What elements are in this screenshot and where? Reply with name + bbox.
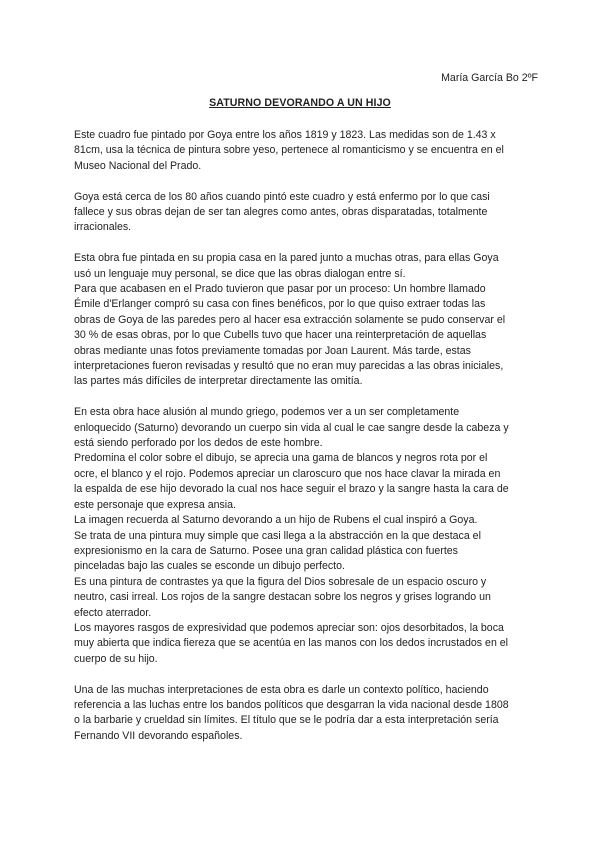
paragraph bbox=[74, 128, 530, 174]
text-block bbox=[74, 128, 530, 174]
text-block bbox=[74, 405, 530, 667]
text-line: usó un lenguaje muy personal, se dice que las obras dialogan entre sí. bbox=[74, 267, 406, 280]
text-line: Esta obra fue pintada en su propia casa en la pared junto a muchas otras, para ellas Goya bbox=[74, 252, 499, 265]
paragraph bbox=[74, 190, 530, 236]
paragraph bbox=[74, 282, 530, 390]
text-line: interpretaciones fueron revisadas y resultó que no eran muy parecidas a las obras iniciales, bbox=[74, 360, 504, 373]
text-line: irracionales. bbox=[74, 221, 132, 234]
text-line: Museo Nacional del Prado. bbox=[74, 159, 202, 172]
text-line: Es una pintura de contrastes ya que la figura del Dios sobresale de un espacio oscuro y bbox=[74, 575, 487, 588]
text-line: o la barbarie y crueldad sin límites. El título que se le podría dar a esta interpretación sería bbox=[74, 714, 499, 727]
paragraph bbox=[74, 529, 530, 575]
text-line: expresionismo en la cara de Saturno. Posee una gran calidad plástica con fuertes bbox=[74, 544, 458, 557]
text-line: enloquecido (Saturno) devorando un cuerpo sin vida al cual le cae sangre desde la cabeza y bbox=[74, 421, 509, 434]
paragraph bbox=[74, 575, 530, 621]
paragraph bbox=[74, 451, 530, 513]
text-line: pinceladas bajo las cuales se esconde un dibujo perfecto. bbox=[74, 560, 345, 573]
text-line: las partes más difíciles de interpretar directamente las omitía. bbox=[74, 375, 363, 388]
text-line: Predomina el color sobre el dibujo, se aprecia una gama de blancos y negros rota por el bbox=[74, 452, 488, 465]
text-line: Para que acabasen en el Prado tuvieron que pasar por un proceso: Un hombre llamado bbox=[74, 283, 486, 296]
text-line: Una de las muchas interpretaciones de esta obra es darle un contexto político, haciendo bbox=[74, 683, 489, 696]
text-line: neutro, casi irreal. Los rojos de la sangre destacan sobre los negros y grises logrando un bbox=[74, 591, 491, 604]
paragraph bbox=[74, 405, 530, 451]
text-line: muy abierta que indica fiereza que se acentúa en las manos con los dedos incrustados en el bbox=[74, 637, 509, 650]
author-line: María García Bo 2ºF bbox=[441, 72, 538, 84]
text-line: fallece y sus obras dejan de ser tan alegres como antes, obras disparatadas, totalmente bbox=[74, 206, 488, 219]
text-line: La imagen recuerda al Saturno devorando a un hijo de Rubens el cual inspiró a Goya. bbox=[74, 514, 478, 527]
text-line: está siendo perforado por los dedos de este hombre. bbox=[74, 437, 323, 450]
text-line: la espalda de ese hijo devorado la cual nos hace seguir el brazo y la sangre hasta la cara de bbox=[74, 483, 509, 496]
text-line: 81cm, usa la técnica de pintura sobre yeso, pertenece al romanticismo y se encuentra en el bbox=[74, 144, 504, 157]
text-line: cuerpo de su hijo. bbox=[74, 652, 158, 665]
paragraph bbox=[74, 621, 530, 667]
text-line: efecto aterrador. bbox=[74, 606, 152, 619]
text-line: En esta obra hace alusión al mundo griego, podemos ver a un ser completamente bbox=[74, 406, 460, 419]
document-body bbox=[74, 128, 530, 760]
paragraph bbox=[74, 513, 530, 528]
paragraph bbox=[74, 251, 530, 282]
text-block bbox=[74, 251, 530, 390]
text-line: Los mayores rasgos de expresividad que podemos apreciar son: ojos desorbitados, la boca bbox=[74, 621, 504, 634]
text-line: referencia a las luchas entre los bandos políticos que desgarran la vida nacional desde 1808 bbox=[74, 698, 509, 711]
text-line: obras mediante unas fotos previamente tomadas por Joan Laurent. Más tarde, estas bbox=[74, 344, 471, 357]
text-line: Se trata de una pintura muy simple que casi llega a la abstracción en la que destaca el bbox=[74, 529, 481, 542]
text-block bbox=[74, 683, 530, 745]
paragraph bbox=[74, 683, 530, 745]
text-line: Fernando VII devorando españoles. bbox=[74, 729, 243, 742]
document-title: SATURNO DEVORANDO A UN HIJO bbox=[209, 97, 391, 109]
text-line: Este cuadro fue pintado por Goya entre los años 1819 y 1823. Las medidas son de 1.43 x bbox=[74, 129, 496, 141]
text-line: Émile d'Erlanger compró su casa con fines benéficos, por lo que quiso extraer todas las bbox=[74, 298, 486, 311]
text-line: Goya está cerca de los 80 años cuando pintó este cuadro y está enfermo por lo que casi bbox=[74, 190, 490, 203]
text-line: 30 % de esas obras, por lo que Cubells tuvo que hacer una reinterpretación de aquellas bbox=[74, 329, 487, 342]
text-line: ocre, el blanco y el rojo. Podemos apreciar un claroscuro que nos hace clavar la mirada en bbox=[74, 467, 501, 480]
text-line: este personaje que expresa ansia. bbox=[74, 498, 236, 511]
text-line: obras de Goya de las paredes pero al hacer esa extracción solamente se pudo conservar el bbox=[74, 313, 506, 326]
text-block bbox=[74, 190, 530, 236]
